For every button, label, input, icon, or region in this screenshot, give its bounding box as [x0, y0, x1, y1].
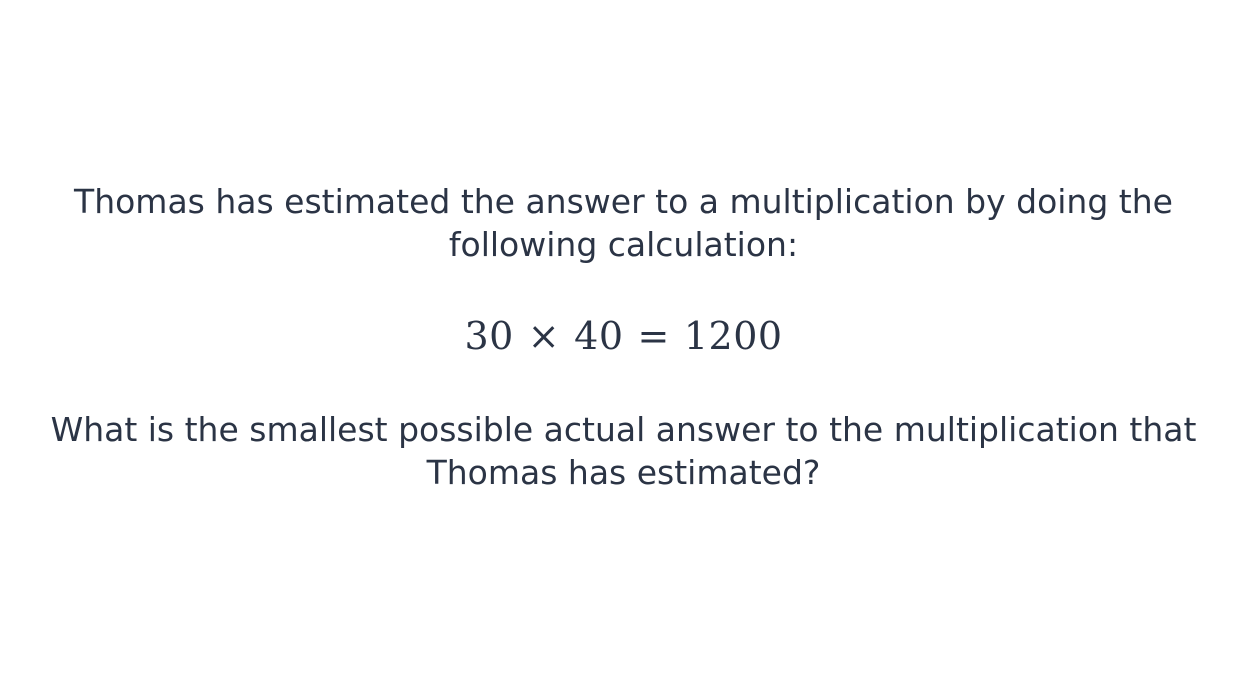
equals-sign: =	[637, 313, 670, 358]
question-intro: Thomas has estimated the answer to a multiplication by doing the following calculation:	[74, 181, 1173, 264]
equation-left-operand: 30	[464, 313, 514, 358]
question-prompt: What is the smallest possible actual answer to the multiplication that Thomas has estimated?	[50, 409, 1197, 492]
equation-right-operand: 40	[574, 313, 624, 358]
estimate-equation	[464, 314, 782, 358]
equation-result: 1200	[683, 313, 783, 358]
times-sign: ×	[527, 313, 561, 358]
